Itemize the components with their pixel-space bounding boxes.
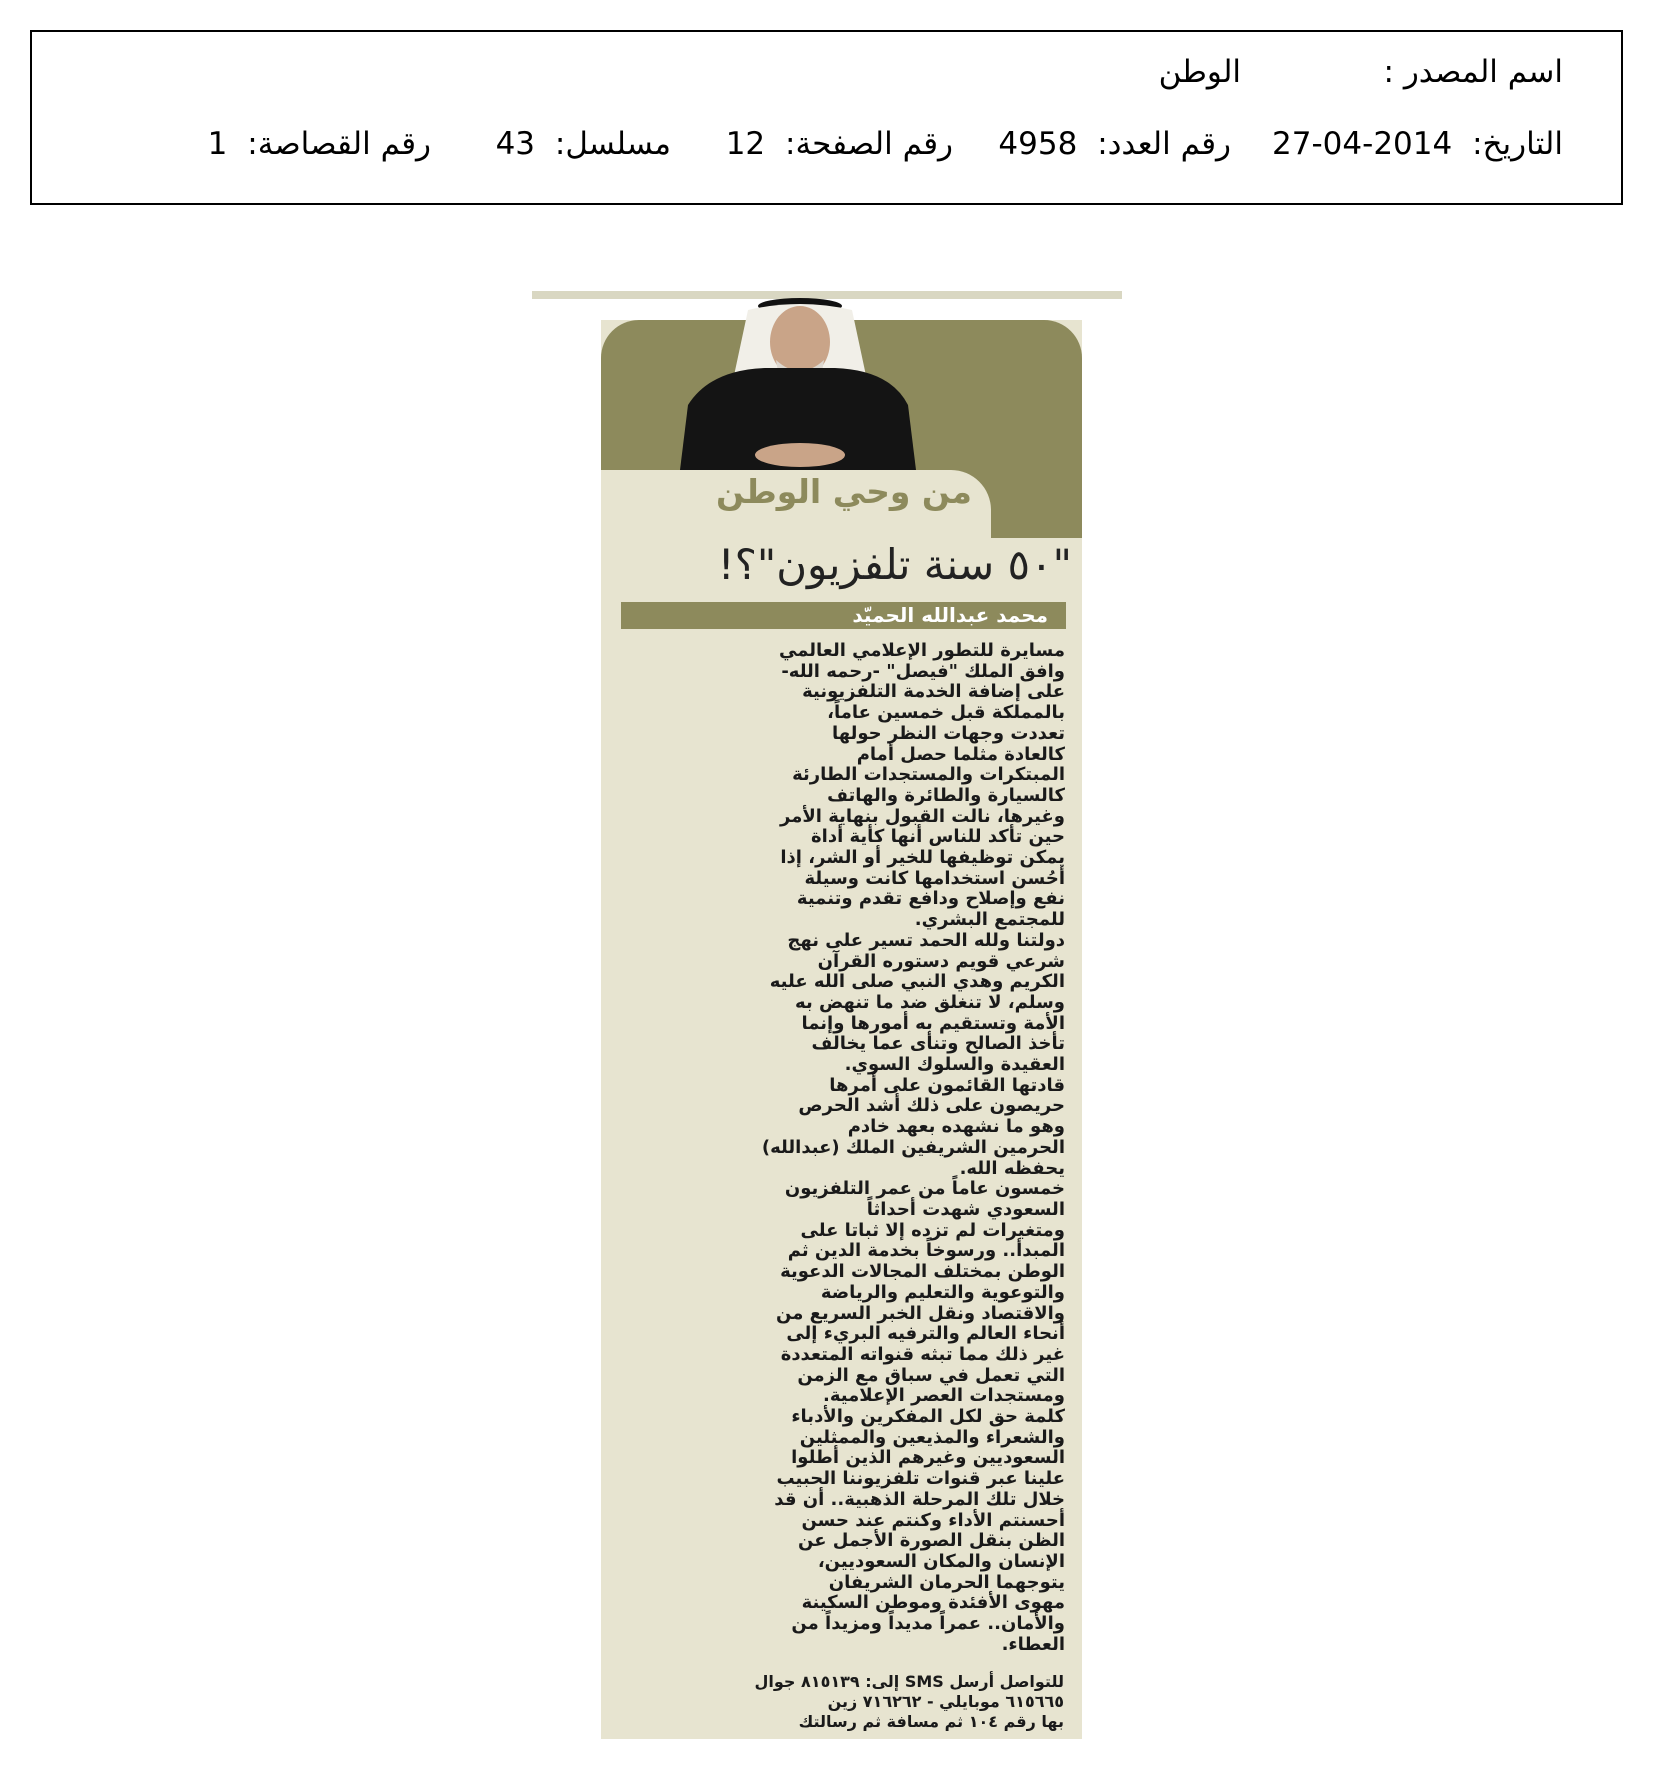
date-label: التاريخ: (1472, 126, 1563, 162)
page-value: 12 (725, 126, 766, 162)
article-body: مسايرة للتطور الإعلامي العالمي وافق الملك "فيصل" -رحمه الله- على إضافة الخدمة التلفزيونية بالمملكة قبل خمسين عاماً، تعددت وجهات النظر حولها كالعادة مثلما حصل أمام المبتكرات والمستجدات الطارئة كالسيارة والطائرة والهاتف وغيرها، نالت القبول بنهاية الأمر حين تأكد للناس أنها كأية أداة يمكن توظيفها للخير أو الشر، إذا أحُسن استخدامها كانت وسيلة نفع وإصلاح ودافع تقدم وتنمية للمجتمع البشري. دولتنا ولله الحمد تسير على نهج شرعي قويم دستوره القرآن الكريم وهدي النبي صلى الله عليه وسلم، لا تنغلق ضد ما تنهض به الأمة وتستقيم به أمورها وإنما تأخذ الصالح وتنأى عما يخالف العقيدة والسلوك السوي. قادتها القائمون على أمرها حريصون على ذلك أشد الحرص وهو ما نشهده بعهد خادم الحرمين الشريفين الملك (عبدالله) يحفظه الله. خمسون عاماً من عمر التلفزيون السعودي شهدت أحداثاً ومتغيرات لم تزده إلا ثباتا على المبدأ.. ورسوخاً بخدمة الدين ثم الوطن بمختلف المجالات الدعوية والتوعوية والتعليم والرياضة والاقتصاد ونقل الخبر السريع من أنحاء العالم والترفيه البريء إلى غير ذلك مما تبثه قنواته المتعددة التي تعمل في سباق مع الزمن ومستجدات العصر الإعلامية. كلمة حق لكل المفكرين والأدباء والشعراء والمذيعين والممثلين السعوديين وغيرهم الذين أطلوا علينا عبر قنوات تلفزيوننا الحبيب خلال تلك المرحلة الذهبية.. أن قد أحسنتم الأداء وكنتم عند حسن الظن بنقل الصورة الأجمل عن الإنسان والمكان السعوديين، يتوجهما الحرمان الشريفان مهوى الأفئدة وموطن السكينة والأمان.. عمراً مديداً ومزيداً من العطاء. (761, 640, 1065, 1655)
byline-bar (621, 602, 1066, 629)
issue-value: 4958 (998, 126, 1078, 162)
source-row (1384, 54, 1563, 90)
serial-value: 43 (495, 126, 536, 162)
source-label: اسم المصدر : (1383, 54, 1563, 90)
author-name: محمد عبدالله الحميّد (852, 603, 1048, 627)
clip-number-value: 1 (207, 126, 228, 162)
clip-number-label: رقم القصاصة: (247, 126, 431, 162)
date-field (1272, 126, 1563, 162)
article-headline: "٥٠ سنة تلفزيون"؟! (717, 540, 1072, 589)
clip-number-field (208, 126, 431, 162)
issue-label: رقم العدد: (1097, 126, 1231, 162)
column-title: من وحي الوطن (716, 472, 972, 511)
date-value: 2014-04-27 (1272, 126, 1453, 162)
page-label: رقم الصفحة: (785, 126, 953, 162)
author-portrait (640, 290, 940, 470)
clipping-info-box (30, 30, 1623, 205)
issue-field (998, 126, 1231, 162)
page-field (726, 126, 953, 162)
source-value: الوطن (1158, 54, 1241, 90)
serial-label: مسلسل: (554, 126, 671, 162)
contact-note: للتواصل أرسل SMS إلى: ٨١٥١٣٩ جوال ٦١٥٦٦٥ موبايلي - ٧١٦٢٦٢ زين بها رقم ١٠٤ ثم مسافة ثم رسالتك (754, 1672, 1064, 1731)
serial-field (496, 126, 671, 162)
